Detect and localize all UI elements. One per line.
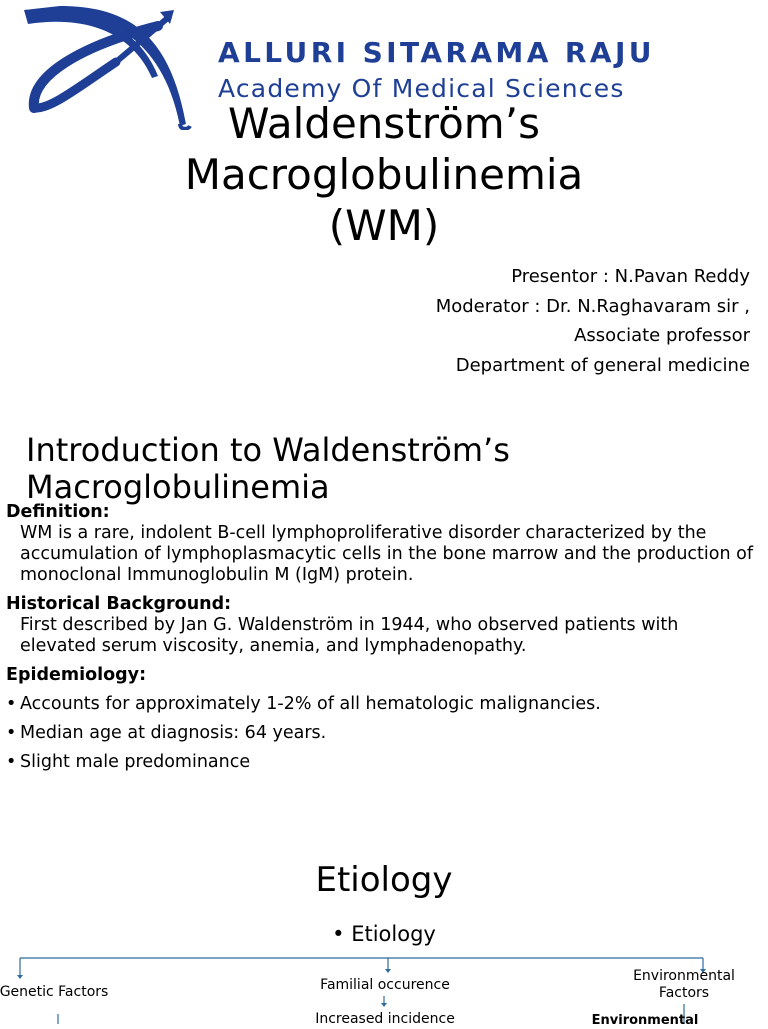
title-line: (WM) (328, 201, 440, 250)
etiology-bullet: • Etiology (332, 922, 436, 946)
history-text: First described by Jan G. Waldenström in 1944, who observed patients with elevated serum viscosity, anemia, and lymphadenopathy. (20, 615, 679, 656)
title-line: Waldenström’s (228, 99, 540, 148)
epidemiology-bullet (6, 752, 756, 773)
moderator-name: Moderator : Dr. N.Raghavaram sir , (435, 295, 750, 317)
presenter-name: Presentor : N.Pavan Reddy (511, 266, 750, 287)
epidemiology-bullet (6, 694, 756, 715)
arrowhead (381, 1003, 387, 1007)
epidemiology-heading: Epidemiology: (6, 665, 147, 685)
presenter-info (230, 262, 750, 380)
logo-institution-name: ALLURI SITARAMA RAJU (218, 36, 655, 69)
bullet-text: Accounts for approximately 1-2% of all hematologic malignancies. (20, 694, 601, 714)
title-line: Macroglobulinemia (184, 150, 584, 199)
presentation-title (0, 98, 768, 251)
epidemiology-bullet (6, 723, 756, 744)
logo-institution-subtitle: Academy Of Medical Sciences (218, 74, 625, 103)
etiology-node-familial: Familial occurence (320, 977, 450, 993)
etiology-node-environmental-sub: Environmental (591, 1013, 699, 1028)
intro-title-line: Macroglobulinemia (26, 468, 330, 506)
bullet-marker: • (6, 752, 17, 772)
intro-title-line: Introduction to Waldenström’s (26, 431, 510, 469)
etiology-node-genetic: Genetic Factors (0, 984, 109, 1000)
bullet-marker: • (6, 723, 17, 743)
department-name: Department of general medicine (455, 354, 750, 376)
etiology-node-increased-incidence: Increased incidence (315, 1011, 455, 1027)
history-heading: Historical Background: (6, 594, 232, 614)
bullet-text: Median age at diagnosis: 64 years. (20, 723, 327, 743)
arrowhead (385, 969, 391, 973)
bullet-text: Slight male predominance (20, 752, 251, 772)
etiology-slide-title: Etiology (315, 860, 453, 900)
intro-slide-body (6, 502, 756, 773)
intro-slide-title (26, 432, 746, 506)
definition-text: WM is a rare, indolent B-cell lymphoproliferative disorder characterized by the accumulation of lymphoplasmacytic cells in the bone marrow and the production of monoclonal Immunoglobulin M (IgM) protein. (20, 523, 753, 585)
moderator-role: Associate professor (574, 325, 750, 346)
etiology-node-environmental: Environmental Factors (633, 968, 735, 1001)
bullet-marker: • (6, 694, 17, 714)
arrowhead (17, 975, 23, 979)
definition-heading: Definition: (6, 502, 110, 522)
